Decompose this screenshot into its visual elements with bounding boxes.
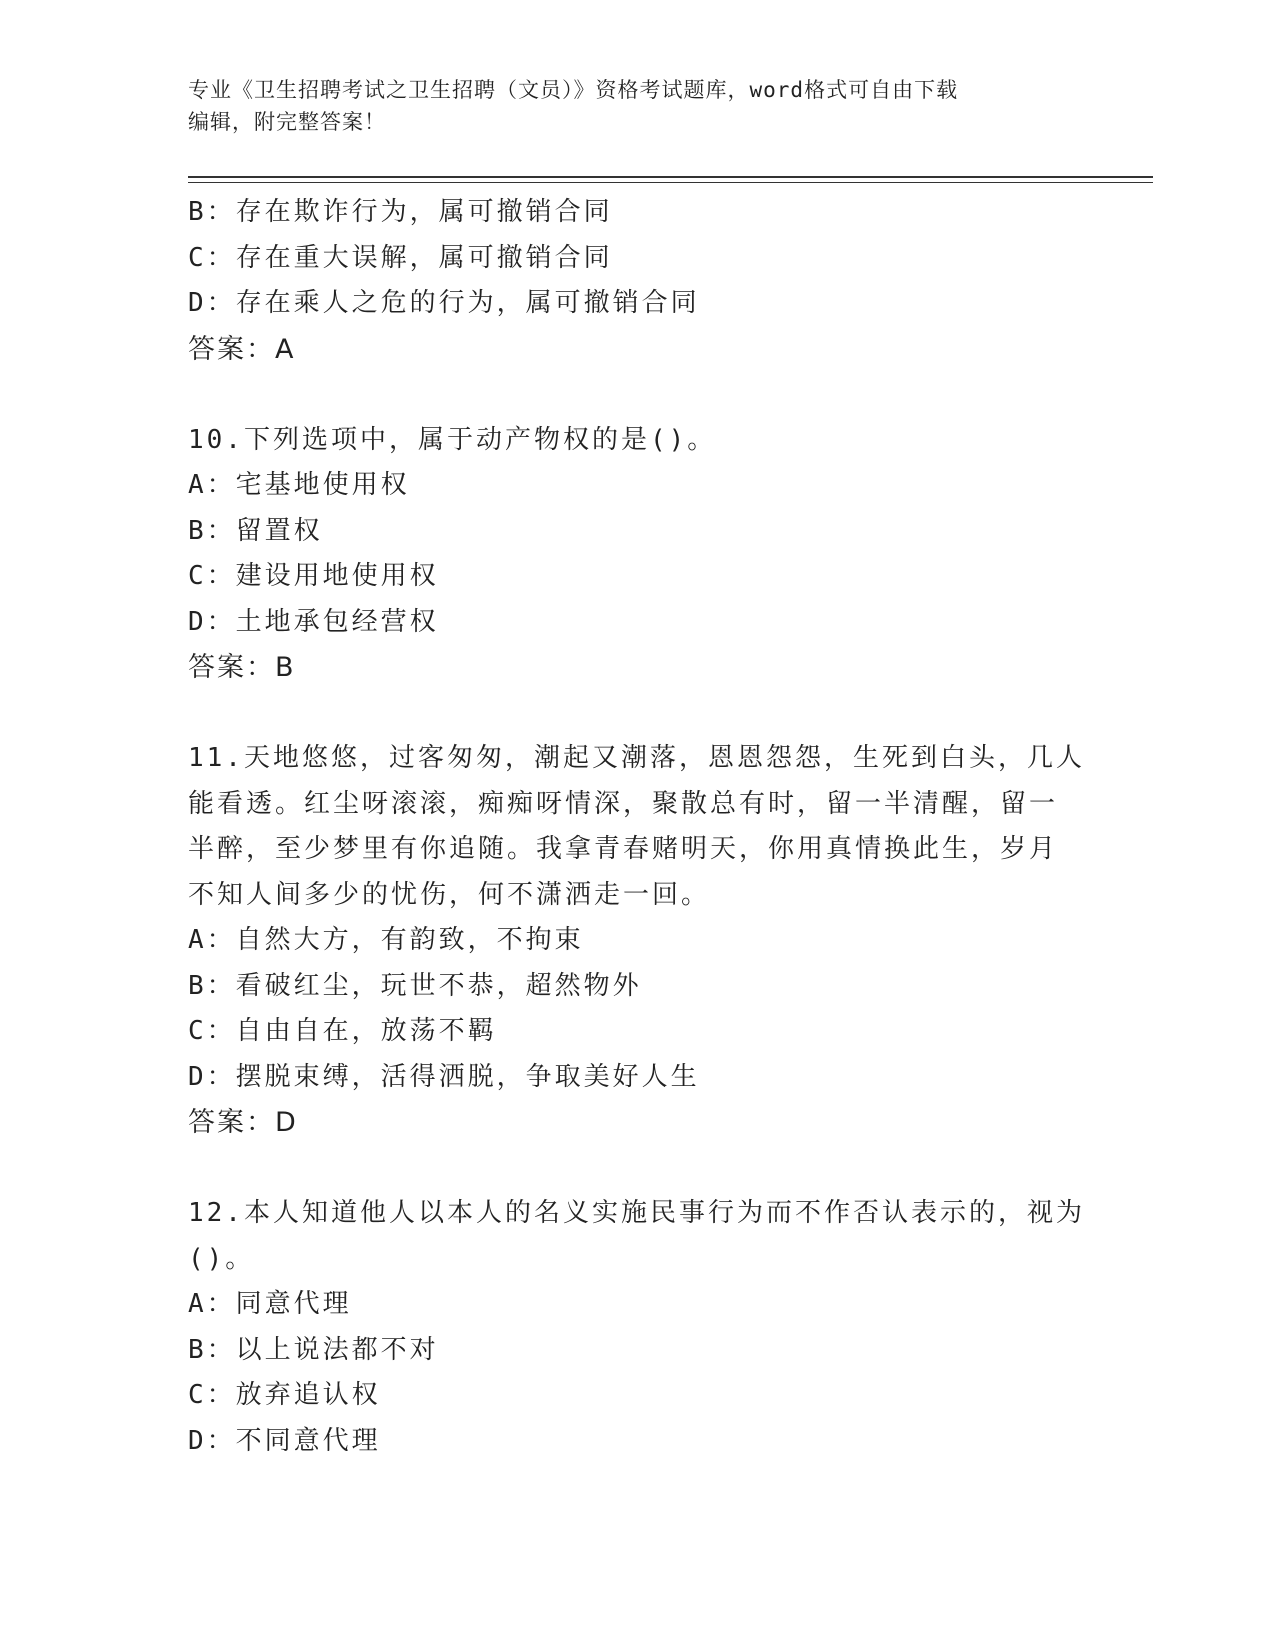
option-d: D：土地承包经营权: [188, 606, 439, 637]
option-c: C：自由自在，放荡不羁: [188, 1016, 497, 1046]
question-text-line: 12.本人知道他人以本人的名义实施民事行为而不作否认表示的，视为: [188, 1198, 1085, 1228]
option-b: B：看破红尘，玩世不恭，超然物外: [188, 970, 642, 1001]
option-b: B：以上说法都不对: [188, 1334, 439, 1365]
question-block-10: [188, 418, 1088, 691]
option-c: C：放弃追认权: [188, 1380, 381, 1410]
option-b: B：留置权: [188, 515, 323, 546]
option-a: A：同意代理: [188, 1289, 352, 1319]
spacer: [188, 372, 1088, 418]
header-line-1: 专业《卫生招聘考试之卫生招聘（文员）》资格考试题库，word格式可自由下载: [188, 78, 959, 102]
question-text-line: ()。: [188, 1243, 255, 1274]
question-text-line: 半醉，至少梦里有你追随。我拿青春赌明天，你用真情换此生，岁月: [188, 834, 1059, 864]
question-text-line: 能看透。红尘呀滚滚，痴痴呀情深，聚散总有时，留一半清醒，留一: [188, 788, 1059, 819]
question-text-line: 11.天地悠悠，过客匆匆，潮起又潮落，恩恩怨怨，生死到白头，几人: [188, 743, 1085, 773]
spacer: [188, 1146, 1088, 1192]
question-text: 10.下列选项中，属于动产物权的是()。: [188, 424, 717, 455]
option-c: C：存在重大误解，属可撤销合同: [188, 242, 613, 273]
question-content: [188, 190, 1088, 1464]
option-d: D：不同意代理: [188, 1425, 381, 1456]
option-c: C：建设用地使用权: [188, 561, 439, 591]
header-divider-thick: [188, 176, 1153, 178]
option-d: D：摆脱束缚，活得洒脱，争取美好人生: [188, 1061, 700, 1092]
option-a: A：自然大方，有韵致，不拘束: [188, 925, 584, 955]
question-block-11: [188, 736, 1088, 1146]
option-d: D：存在乘人之危的行为，属可撤销合同: [188, 288, 700, 318]
header-divider-thin: [188, 182, 1153, 183]
answer-line: 答案：D: [188, 1107, 298, 1138]
spacer: [188, 691, 1088, 737]
option-a: A：宅基地使用权: [188, 470, 410, 500]
question-block-12: [188, 1191, 1088, 1464]
question-block-partial: [188, 190, 1088, 372]
question-text-line: 不知人间多少的忧伤，何不潇洒走一回。: [188, 879, 711, 910]
answer-line: 答案：A: [188, 333, 296, 365]
answer-line: 答案：B: [188, 652, 296, 683]
option-b: B：存在欺诈行为，属可撤销合同: [188, 197, 613, 227]
document-header: [188, 74, 1068, 138]
header-line-2: 编辑，附完整答案！: [188, 110, 386, 134]
